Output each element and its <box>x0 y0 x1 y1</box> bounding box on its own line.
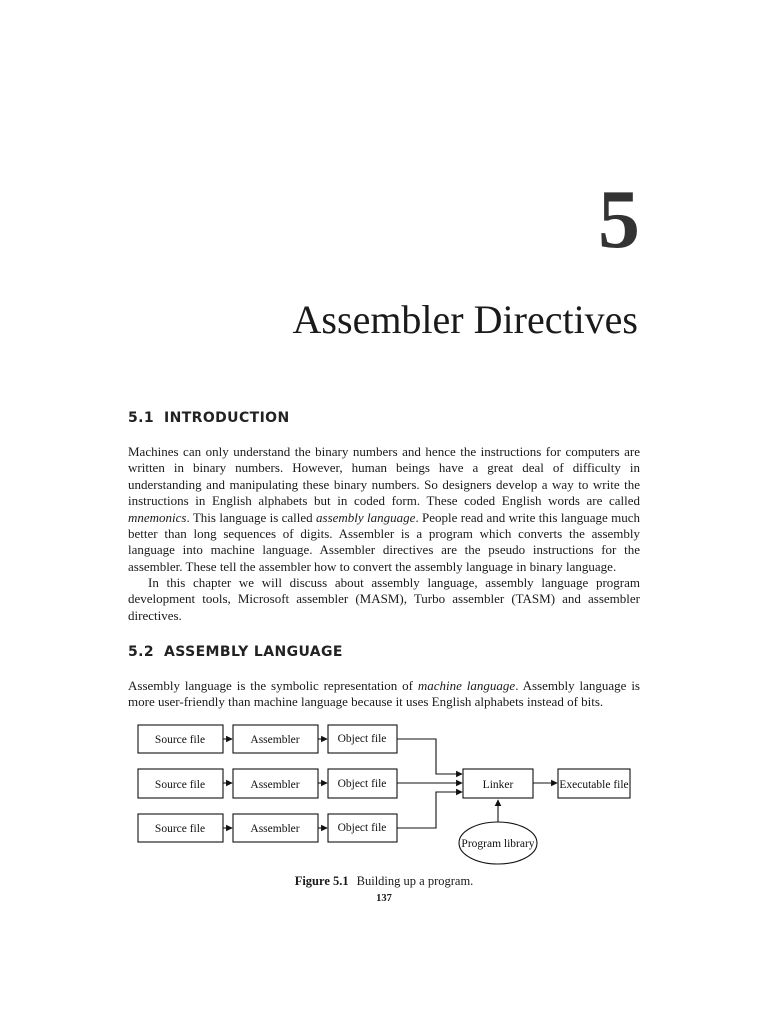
executable-file-label: Executable file <box>559 779 629 791</box>
object-file-label: Object file <box>337 733 387 745</box>
object-to-linker-connector-1 <box>397 739 462 774</box>
section-title: ASSEMBLY LANGUAGE <box>164 644 343 660</box>
section-number: 5.1 <box>128 410 155 426</box>
term-mnemonics: mnemonics <box>128 509 187 525</box>
text-run: . This language is called <box>186 509 317 525</box>
assembler-label: Assembler <box>250 779 300 791</box>
text-run: Assembly language is the symbolic representation of <box>128 678 418 693</box>
text-run: In this chapter we will discuss about assembly language, assembly language program development tools, Microsoft assembler (MASM), Turbo assembler (TASM) and assembler directives. <box>128 575 640 623</box>
chapter-title: Assembler Directives <box>292 297 638 342</box>
linker-label: Linker <box>482 779 514 791</box>
figure-caption-text: Building up a program. <box>356 874 474 888</box>
text-run: Machines can only understand the binary numbers and hence the instructions for computers are written in binary numbers. However, human beings have a great deal of difficulty in understanding and manipulating these binary numbers. So designers develop a way to write the instructions in English alphabets but in coded form. These coded English words are called <box>128 444 640 509</box>
page-number: 137 <box>376 893 392 904</box>
text-run: . Assembly language is more user-friendly than machine language because it uses English alphabets instead of bits. <box>128 678 640 710</box>
source-file-label: Source file <box>154 779 206 791</box>
term-assembly-language: assembly language <box>316 509 416 525</box>
source-file-label: Source file <box>154 734 206 746</box>
program-library-label: Program library <box>461 838 535 850</box>
section-number: 5.2 <box>128 644 155 660</box>
text-run: . People read and write this language much better than long sequences of digits. Assembler is a program which converts the assembly language into machine language. Assembler directives are the pseudo instructions for the assembler. These tell the assembler how to convert the assembly language in binary language. <box>128 509 640 574</box>
section-title: INTRODUCTION <box>164 410 290 426</box>
term-machine-language: machine language <box>417 678 516 693</box>
chapter-number: 5 <box>598 173 640 266</box>
figure-label: Figure 5.1 <box>294 874 349 888</box>
source-file-label: Source file <box>154 823 206 835</box>
object-file-label: Object file <box>337 822 387 834</box>
figure-caption <box>128 874 640 889</box>
object-file-label: Object file <box>337 778 387 790</box>
assembler-label: Assembler <box>250 734 300 746</box>
assembler-label: Assembler <box>250 823 300 835</box>
object-to-linker-connector-3 <box>397 792 462 828</box>
